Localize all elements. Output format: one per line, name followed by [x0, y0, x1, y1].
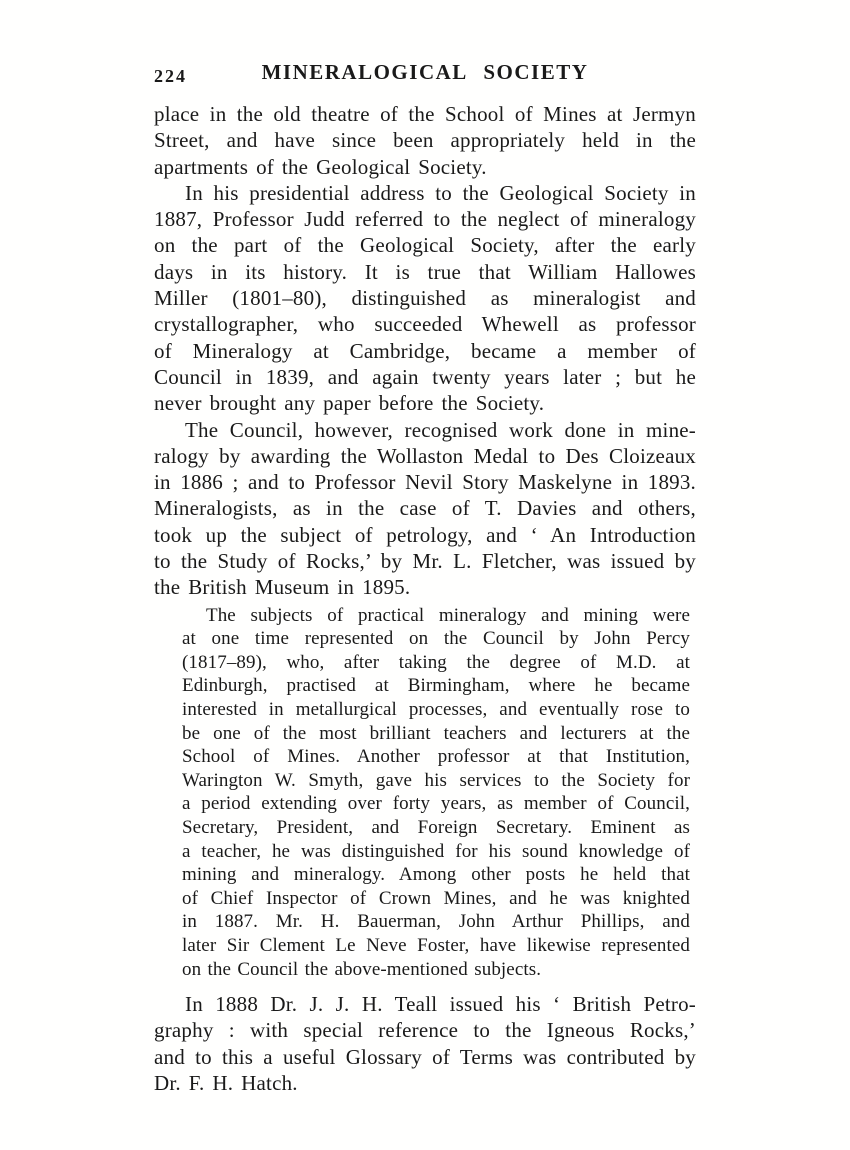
text-line: Warington W. Smyth, gave his services to the Society for [182, 769, 690, 791]
text-line: never brought any paper before the Society. [154, 391, 545, 416]
text-line: Mineralogists, as in the case of T. Davies and others, [154, 496, 696, 521]
text-line: School of Mines. Another professor at that Institution, [182, 746, 690, 768]
text-line: 1887, Professor Judd referred to the neglect of mineralogy [154, 207, 696, 232]
text-line: Miller (1801–80), distinguished as mineralogist and [154, 286, 696, 311]
paragraph-teall-petrography [154, 991, 696, 1096]
text-line: interested in metallurgical processes, and eventually rose to [182, 699, 690, 721]
text-line: took up the subject of petrology, and ‘ An Introduction [154, 522, 696, 547]
text-line: be one of the most brilliant teachers and lecturers at the [182, 722, 690, 744]
text-line: days in its history. It is true that William Hallowes [154, 259, 696, 284]
text-line: Council in 1839, and again twenty years later ; but he [154, 364, 696, 389]
text-line: The Council, however, recognised work done in mine- [185, 417, 696, 442]
text-line: Secretary, President, and Foreign Secretary. Eminent as [182, 816, 690, 838]
text-line: in 1887. Mr. H. Bauerman, John Arthur Phillips, and [182, 911, 690, 933]
text-line: in 1886 ; and to Professor Nevil Story Maskelyne in 1893. [154, 470, 696, 495]
text-line: crystallographer, who succeeded Whewell as professor [154, 312, 696, 337]
text-line: mining and mineralogy. Among other posts he held that [182, 864, 690, 886]
paragraph-wollaston-medal [154, 417, 696, 601]
text-line: a teacher, he was distinguished for his sound knowledge of [182, 840, 690, 862]
paragraph-jermyn-street [154, 101, 696, 180]
text-line: on the Council the above-mentioned subjects. [182, 958, 542, 980]
text-line: and to this a useful Glossary of Terms was contributed by [154, 1044, 696, 1069]
text-column [154, 101, 696, 1096]
page-number: 224 [154, 66, 187, 86]
text-line: apartments of the Geological Society. [154, 154, 487, 179]
text-line: In his presidential address to the Geological Society in [185, 180, 696, 205]
running-header [0, 60, 850, 92]
text-line: ralogy by awarding the Wollaston Medal to Des Cloizeaux [154, 443, 696, 468]
running-title: MINERALOGICAL SOCIETY [261, 60, 589, 84]
text-line: place in the old theatre of the School of Mines at Jermyn [154, 102, 696, 126]
text-line: In 1888 Dr. J. J. H. Teall issued his ‘ British Petro- [185, 992, 696, 1017]
text-line: later Sir Clement Le Neve Foster, have likewise represented [182, 934, 690, 956]
text-line: Edinburgh, practised at Birmingham, where he became [182, 675, 690, 697]
text-line: Street, and have since been appropriately held in the [154, 128, 696, 153]
text-line: the British Museum in 1895. [154, 575, 411, 600]
text-line: at one time represented on the Council by John Percy [182, 628, 690, 650]
text-line: a period extending over forty years, as member of Council, [182, 793, 690, 815]
text-line: on the part of the Geological Society, after the early [154, 233, 696, 258]
text-line: of Mineralogy at Cambridge, became a member of [154, 338, 696, 363]
text-line: graphy : with special reference to the Igneous Rocks,’ [154, 1018, 696, 1043]
text-line: The subjects of practical mineralogy and mining were [206, 604, 690, 626]
text-line: (1817–89), who, after taking the degree of M.D. at [182, 651, 690, 673]
paragraph-judd-address [154, 180, 696, 417]
text-line: to the Study of Rocks,’ by Mr. L. Fletcher, was issued by [154, 549, 696, 574]
text-line: of Chief Inspector of Crown Mines, and he was knighted [182, 887, 690, 909]
text-line: Dr. F. H. Hatch. [154, 1071, 298, 1096]
paragraph-block-quote-john-percy [182, 604, 690, 982]
